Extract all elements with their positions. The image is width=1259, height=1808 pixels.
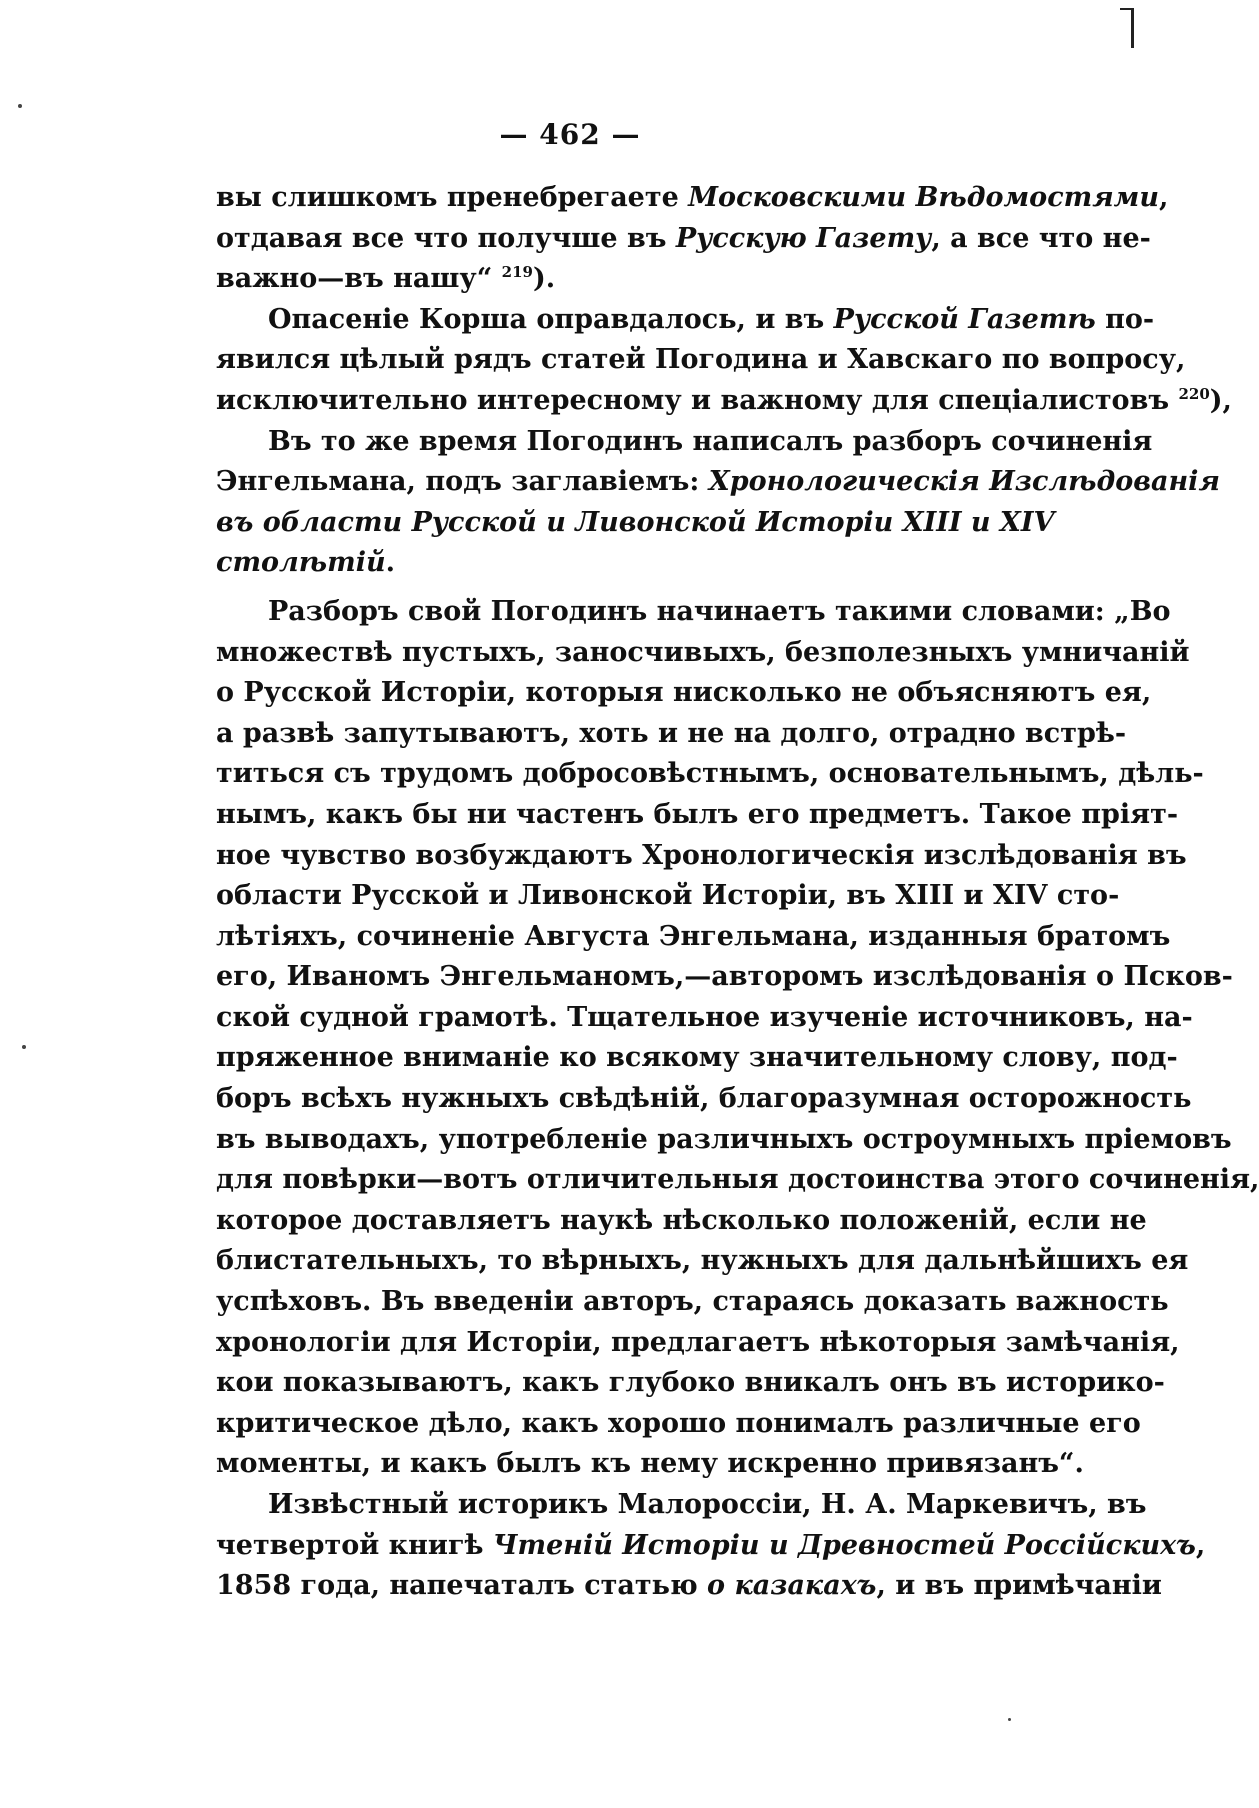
text-line [216,219,1151,260]
text-run: а развѣ запутываютъ, хоть и не на долго, отрадно встрѣ- [216,717,1127,749]
text-run: пряженное вниманіе ко всякому значительному слову, под- [216,1042,1178,1074]
page-edge-mark [1131,8,1134,48]
text-line [216,1079,1192,1120]
italic-title: Чтеній Исторіи и Древностей Россійскихъ [492,1529,1196,1561]
scan-speck [1008,1718,1011,1721]
italic-title: Русской Газетѣ [833,303,1096,335]
text-line [216,543,1051,584]
text-run: 1858 года, напечаталъ статью [216,1570,708,1602]
text-run: Въ то же время Погодинъ написалъ разборъ сочиненія [268,425,1153,457]
text-line [216,592,1171,633]
text-line [216,1323,1180,1364]
text-line [216,1201,1147,1242]
text-run: вы слишкомъ пренебрегаете [216,182,689,213]
text-run: лѣтіяхъ, сочиненіе Августа Энгельмана, изданныя братомъ [216,920,1171,952]
text-run: ). [532,263,556,295]
text-line [216,1241,1189,1282]
text-line [216,340,1186,381]
text-run: Опасеніе Корша оправдалось, и въ [268,303,834,335]
text-line [216,259,1051,300]
text-run: боръ всѣхъ нужныхъ свѣдѣній, благоразумная осторожность [216,1083,1192,1115]
text-line [216,300,1155,341]
text-line [216,633,1190,674]
footnote-ref: 220 [1178,384,1210,403]
italic-title: въ области Русской и Ливонской Исторіи XIII и XIV [216,506,1055,538]
text-run: титься съ трудомъ добросовѣстнымъ, основательнымъ, дѣль- [216,758,1204,790]
text-run: Энгельмана, подъ заглавіемъ: [216,466,709,498]
text-run: ской судной грамотѣ. Тщательное изученіе источниковъ, на- [216,1001,1193,1033]
italic-title: о казакахъ [707,1570,877,1602]
text-line [216,1566,1162,1607]
text-run: критическое дѣло, какъ хорошо понималъ различные его [216,1407,1141,1439]
text-run: моменты, и какъ былъ къ нему искренно привязанъ“. [216,1448,1084,1480]
text-run: четвертой книгѣ [216,1529,493,1561]
text-line [216,1160,1259,1201]
text-line [216,1282,1169,1323]
text-run: важно—въ нашу“ [216,263,502,295]
text-run: исключительно интересному и важному для спеціалистовъ [216,384,1179,416]
text-line [216,754,1204,795]
text-line [216,503,1055,544]
page-edge-tick [1120,8,1134,10]
text-line [216,957,1233,998]
text-run: которое доставляетъ наукѣ нѣсколько положеній, если не [216,1204,1147,1236]
text-line [216,422,1153,463]
text-line [216,998,1193,1039]
text-run: Разборъ свой Погодинъ начинаетъ такими словами: „Во [268,595,1171,627]
text-line [216,178,1169,219]
text-run: , [1195,1529,1206,1561]
italic-title: столѣтій [216,547,386,579]
text-line [216,1404,1141,1445]
text-run: кои показываютъ, какъ глубоко вникалъ онъ въ историко- [216,1367,1165,1399]
text-line [216,917,1171,958]
text-run: для повѣрки—вотъ отличительныя достоинства этого сочиненія, [216,1164,1259,1196]
text-line [216,795,1179,836]
text-line [216,714,1127,755]
text-line [216,673,1152,714]
text-run: , [1158,182,1169,213]
text-run: множествѣ пустыхъ, заносчивыхъ, безполезныхъ умничаній [216,636,1190,668]
scan-speck [18,104,22,108]
text-line [216,1444,1084,1485]
text-run: въ выводахъ, употребленіе различныхъ остроумныхъ пріемовъ [216,1123,1232,1155]
text-run: о Русской Исторіи, которыя нисколько не объясняютъ ея, [216,677,1152,709]
text-run: ное чувство возбуждаютъ Хронологическія изслѣдованія въ [216,839,1187,871]
text-run: его, Иваномъ Энгельманомъ,—авторомъ изслѣдованія о Псков- [216,961,1233,993]
text-line [216,462,1220,503]
text-line [216,876,1120,917]
italic-title: Московскими Вѣдомостями [688,182,1159,213]
main-text [216,178,1259,1607]
text-line [216,381,1232,422]
text-run: явился цѣлый рядъ статей Погодина и Хавскаго по вопросу, [216,344,1186,376]
text-run: ), [1209,384,1232,416]
text-line [216,836,1187,877]
text-run: , а все что не- [931,222,1151,254]
italic-title: Хронологическія Изслѣдованія [708,466,1220,498]
text-run: по- [1095,303,1155,335]
text-run: нымъ, какъ бы ни частенъ былъ его предметъ. Такое пріят- [216,798,1179,830]
scan-speck [22,1045,26,1049]
text-run: Извѣстный историкъ Малороссіи, Н. А. Маркевичъ, въ [268,1489,1147,1520]
text-line [216,1526,1206,1567]
footnote-ref: 219 [501,263,533,282]
text-run: блистательныхъ, то вѣрныхъ, нужныхъ для дальнѣйшихъ ея [216,1245,1189,1277]
text-run: отдавая все что получше въ [216,222,676,254]
italic-title: Русскую Газету [675,222,932,254]
text-line [216,1120,1232,1161]
text-run: области Русской и Ливонской Исторіи, въ XIII и XIV сто- [216,880,1120,912]
page-number: — 462 — [499,118,641,151]
text-run: успѣховъ. Въ введеніи авторъ, стараясь доказать важность [216,1286,1169,1318]
text-line [216,1363,1165,1404]
text-run: . [385,547,395,579]
text-run: хронологіи для Исторіи, предлагаетъ нѣкоторыя замѣчанія, [216,1326,1180,1358]
text-line [216,1038,1178,1079]
text-run: , и въ примѣчаніи [876,1570,1162,1602]
text-line [216,1485,1147,1526]
